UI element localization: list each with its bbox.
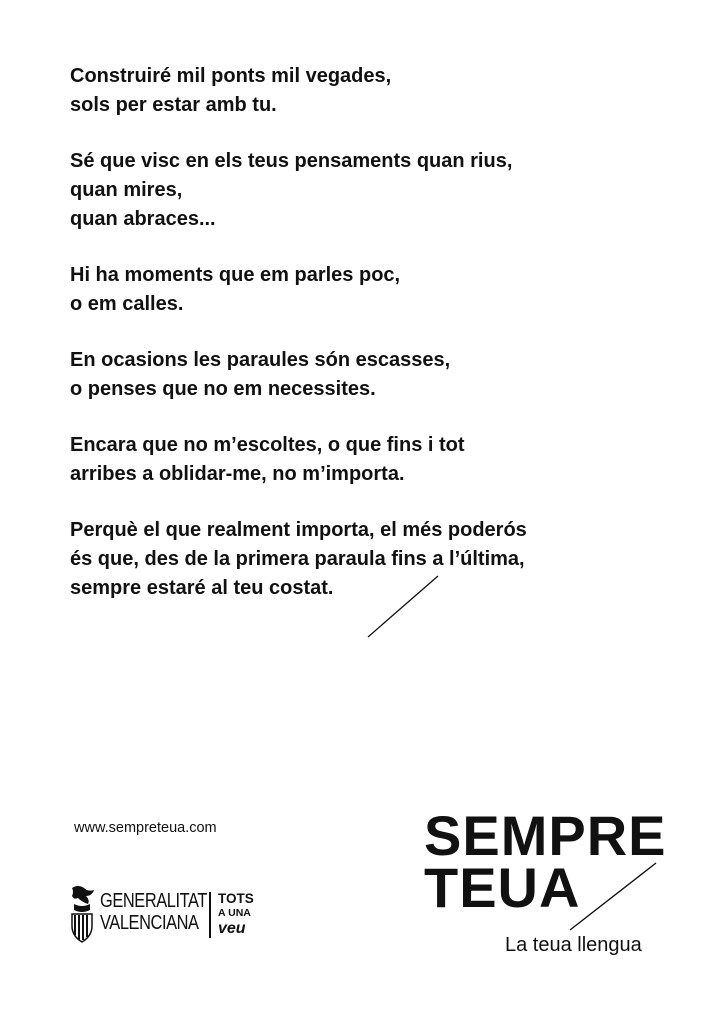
logo-divider xyxy=(209,892,211,938)
poem-line: En ocasions les paraules són escasses, xyxy=(70,349,451,371)
tots-a-una-veu-logo xyxy=(218,892,254,937)
poem-line: quan abraces... xyxy=(70,208,216,230)
generalitat-line: GENERALITAT xyxy=(100,890,207,912)
brand-line-2: TEUA xyxy=(424,856,581,919)
poem-line: Hi ha moments que em parles poc, xyxy=(70,264,401,286)
veu-label: veu xyxy=(218,920,246,937)
brand-line-1: SEMPRE xyxy=(424,804,667,867)
website-link[interactable]: www.sempreteua.com xyxy=(74,820,217,836)
stanza xyxy=(70,431,670,489)
poem-line: o penses que no em necessites. xyxy=(70,378,376,400)
stanza xyxy=(70,346,670,404)
generalitat-wordmark xyxy=(100,890,207,934)
poem-line: Construiré mil ponts mil vegades, xyxy=(70,65,392,87)
a-una-label: A UNA xyxy=(218,907,251,919)
poem-line: Sé que visc en els teus pensaments quan rius, xyxy=(70,150,513,172)
slash-decoration xyxy=(366,575,440,639)
poem-line: quan mires, xyxy=(70,179,183,201)
poem-line: sempre estaré al teu costat. xyxy=(70,577,334,599)
poem-line: arribes a oblidar-me, no m’importa. xyxy=(70,463,405,485)
poem-line: sols per estar amb tu. xyxy=(70,94,277,116)
poem-line: Encara que no m’escoltes, o que fins i tot xyxy=(70,434,465,456)
stanza xyxy=(70,261,670,319)
stanza xyxy=(70,62,670,120)
tots-label: TOTS xyxy=(218,891,254,906)
poem-line: Perquè el que realment importa, el més poderós xyxy=(70,519,527,541)
generalitat-logo xyxy=(66,884,286,948)
brand-tagline: La teua llengua xyxy=(505,934,642,956)
poem xyxy=(70,62,670,630)
valenciana-line: VALENCIANA xyxy=(100,912,199,934)
poem-line: és que, des de la primera paraula fins a l’última, xyxy=(70,548,525,570)
crest-icon xyxy=(66,884,98,948)
stanza xyxy=(70,147,670,234)
brand-slash-decoration xyxy=(568,862,658,932)
poem-line: o em calles. xyxy=(70,293,184,315)
